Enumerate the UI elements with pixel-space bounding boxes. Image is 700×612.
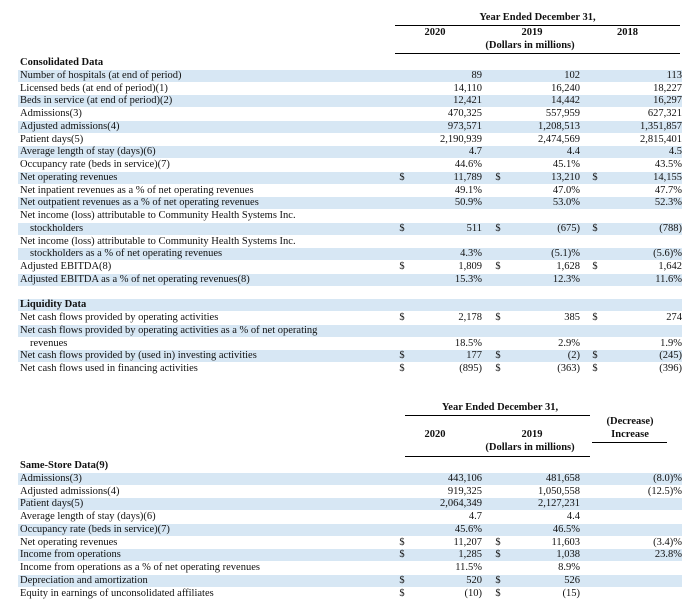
cell-value: 4.7 (468, 146, 482, 158)
cell-value: 2,064,349 (440, 498, 482, 510)
cell-value: 443,106 (447, 472, 482, 484)
cell-value: 4.5 (668, 146, 682, 158)
cell-value: 919,325 (447, 485, 482, 497)
row-label: Licensed beds (at end of period)(1) (20, 82, 168, 94)
cell-value: 385 (564, 312, 580, 323)
table1-group-rule (395, 25, 680, 26)
currency-symbol: $ (495, 222, 501, 234)
row-label: Adjusted EBITDA as a % of net operating revenues(8) (20, 273, 250, 285)
table1-row (18, 312, 682, 324)
cell-value: (396) (659, 363, 682, 374)
cell-value: 11.5% (455, 562, 482, 573)
table1-row (18, 185, 682, 197)
row-label: Patient days(5) (20, 133, 84, 145)
table1-row (18, 83, 682, 95)
cell-value: 52.3% (654, 197, 682, 209)
cell-value: 2,190,939 (440, 133, 482, 145)
table1-row (18, 261, 682, 273)
cell-value: 113 (666, 69, 682, 81)
cell-value: 4.4 (566, 511, 580, 522)
row-label: revenues (30, 337, 68, 349)
row-label: Equity in earnings of unconsolidated affiliates (20, 587, 214, 599)
cell-value: 11.6% (655, 273, 682, 285)
table1-row (18, 236, 682, 248)
cell-value: 14,442 (551, 95, 580, 107)
cell-value: 43.5% (654, 159, 682, 170)
row-label: Same-Store Data(9) (20, 460, 109, 471)
cell-value: 2,815,401 (640, 133, 682, 145)
table1-row (18, 121, 682, 133)
table1-row (18, 146, 682, 158)
row-label: Adjusted admissions(4) (20, 485, 120, 497)
table2-row (18, 549, 682, 561)
currency-symbol: $ (592, 363, 598, 374)
currency-symbol: $ (495, 261, 501, 272)
row-label: Average length of stay (days)(6) (20, 511, 156, 522)
row-label: Number of hospitals (at end of period) (20, 69, 182, 81)
currency-symbol: $ (495, 536, 501, 548)
cell-value: 2.9% (558, 337, 580, 349)
row-label: Net income (loss) attributable to Community Health Systems Inc. (20, 210, 296, 221)
cell-value: (12.5)% (647, 485, 682, 497)
row-label: Net cash flows provided by (used in) investing activities (20, 350, 257, 362)
currency-symbol: $ (495, 312, 501, 323)
table1-row (18, 159, 682, 171)
table1-col-2020: 2020 (424, 27, 446, 38)
row-label: Net cash flows provided by operating activities as a % of net operating (20, 324, 318, 336)
cell-value: 50.9% (454, 197, 482, 209)
cell-value: 16,297 (653, 95, 682, 107)
currency-symbol: $ (592, 350, 598, 362)
cell-value: 4.7 (468, 511, 482, 522)
cell-value: 23.8% (654, 549, 682, 561)
cell-value: 49.1% (454, 184, 482, 196)
table1-units: (Dollars in millions) (485, 40, 575, 51)
cell-value: 511 (466, 222, 482, 234)
currency-symbol: $ (495, 574, 501, 586)
currency-symbol: $ (592, 171, 598, 183)
table2-row (18, 460, 682, 472)
cell-value: (8.0)% (653, 472, 682, 484)
row-label: Consolidated Data (20, 57, 104, 68)
cell-value: 526 (564, 574, 580, 586)
currency-symbol: $ (495, 350, 501, 362)
currency-symbol: $ (592, 222, 598, 234)
table1-header-rule (395, 53, 680, 54)
table1-row (18, 274, 682, 286)
currency-symbol: $ (592, 261, 598, 272)
cell-value: (5.6)% (653, 248, 682, 260)
table1-row (18, 299, 682, 311)
cell-value: 46.5% (552, 523, 580, 535)
cell-value: 1,038 (556, 549, 580, 561)
cell-value: 520 (466, 574, 482, 586)
row-label: Net operating revenues (20, 171, 118, 183)
currency-symbol: $ (399, 261, 405, 272)
cell-value: 14,110 (453, 82, 482, 94)
table2-row (18, 511, 682, 523)
row-label: Admissions(3) (20, 108, 82, 119)
cell-value: 45.6% (454, 523, 482, 535)
table2-row (18, 562, 682, 574)
cell-value: 12,421 (453, 95, 482, 107)
cell-value: (245) (659, 350, 682, 362)
table1-row (18, 248, 682, 260)
row-label: Admissions(3) (20, 472, 82, 484)
cell-value: 1,642 (658, 261, 682, 272)
cell-value: 47.0% (552, 184, 580, 196)
table2-col-2020: 2020 (424, 429, 446, 440)
table2-row (18, 524, 682, 536)
cell-value: 2,178 (458, 312, 482, 323)
table1-row (18, 95, 682, 107)
cell-value: (3.4)% (653, 536, 682, 548)
cell-value: 2,474,569 (538, 133, 580, 145)
table1-row (18, 223, 682, 235)
cell-value: (363) (557, 363, 580, 374)
cell-value: 8.9% (558, 562, 580, 573)
cell-value: 14,155 (653, 171, 682, 183)
row-label: Net cash flows used in financing activities (20, 363, 198, 374)
cell-value: 1,285 (458, 549, 482, 561)
table1-group-header: Year Ended December 31, (479, 12, 596, 23)
cell-value: 1.9% (660, 337, 682, 349)
cell-value: 53.0% (552, 197, 580, 209)
row-label: Patient days(5) (20, 498, 84, 510)
cell-value: 973,571 (447, 120, 482, 132)
cell-value: 18,227 (653, 82, 682, 94)
cell-value: 1,208,513 (538, 120, 580, 132)
table2-row (18, 588, 682, 600)
table2-units: (Dollars in millions) (485, 442, 575, 453)
cell-value: 44.6% (454, 159, 482, 170)
cell-value: 11,207 (453, 536, 482, 548)
cell-value: 11,603 (551, 536, 580, 548)
currency-symbol: $ (399, 171, 405, 183)
cell-value: 89 (471, 69, 482, 81)
currency-symbol: $ (399, 549, 405, 561)
row-label: Liquidity Data (20, 299, 87, 311)
currency-symbol: $ (399, 350, 405, 362)
cell-value: 13,210 (551, 171, 580, 183)
currency-symbol: $ (399, 587, 405, 599)
cell-value: 1,351,857 (640, 120, 682, 132)
cell-value: (675) (557, 222, 580, 234)
row-label: Net inpatient revenues as a % of net operating revenues (20, 184, 254, 196)
cell-value: 1,050,558 (538, 485, 580, 497)
cell-value: 102 (564, 69, 580, 81)
cell-value: 557,959 (545, 108, 580, 119)
row-label: Occupancy rate (beds in service)(7) (20, 159, 170, 170)
cell-value: 1,809 (458, 261, 482, 272)
currency-symbol: $ (592, 312, 598, 323)
row-label: Average length of stay (days)(6) (20, 146, 156, 158)
cell-value: (10) (464, 587, 482, 599)
table1-col-2018: 2018 (617, 27, 638, 38)
table1-row (18, 210, 682, 222)
table1-row (18, 325, 682, 337)
cell-value: 274 (666, 312, 682, 323)
currency-symbol: $ (399, 574, 405, 586)
table2-change-header-line1: (Decrease) (606, 416, 654, 427)
cell-value: 4.3% (460, 248, 482, 260)
table2-change-rule (592, 442, 667, 443)
cell-value: (895) (459, 363, 482, 374)
table2-change-header-line2: Increase (611, 429, 649, 440)
row-label: stockholders (30, 222, 84, 234)
table2-row (18, 575, 682, 587)
cell-value: (5.1)% (551, 248, 580, 260)
table1-row (18, 134, 682, 146)
cell-value: 45.1% (552, 159, 580, 170)
cell-value: 16,240 (551, 82, 580, 94)
row-label: Net cash flows provided by operating activities (20, 312, 219, 323)
table2-row (18, 473, 682, 485)
currency-symbol: $ (399, 222, 405, 234)
cell-value: 627,321 (647, 108, 682, 119)
table1-row (18, 108, 682, 120)
cell-value: 12.3% (552, 273, 580, 285)
table1-row (18, 197, 682, 209)
cell-value: 18.5% (454, 337, 482, 349)
cell-value: 15.3% (454, 273, 482, 285)
currency-symbol: $ (399, 536, 405, 548)
row-label: Net income (loss) attributable to Community Health Systems Inc. (20, 235, 296, 247)
cell-value: 2,127,231 (538, 498, 580, 510)
table2-row (18, 537, 682, 549)
table1-row (18, 287, 682, 299)
cell-value: 1,628 (556, 261, 580, 272)
row-label: Beds in service (at end of period)(2) (20, 95, 173, 107)
currency-symbol: $ (495, 363, 501, 374)
cell-value: 47.7% (654, 184, 682, 196)
currency-symbol: $ (495, 549, 501, 561)
table1-col-2019: 2019 (521, 27, 543, 38)
row-label: Depreciation and amortization (20, 574, 148, 586)
row-label: Adjusted admissions(4) (20, 120, 120, 132)
currency-symbol: $ (495, 587, 501, 599)
cell-value: 177 (466, 350, 482, 362)
currency-symbol: $ (495, 171, 501, 183)
cell-value: 4.4 (566, 146, 580, 158)
row-label: stockholders as a % of net operating revenues (30, 248, 223, 260)
cell-value: 470,325 (447, 108, 482, 119)
currency-symbol: $ (399, 363, 405, 374)
table1-row (18, 350, 682, 362)
cell-value: (2) (567, 350, 580, 362)
table2-row (18, 498, 682, 510)
table2-group-header: Year Ended December 31, (441, 402, 559, 413)
table2-row (18, 486, 682, 498)
table2-group-rule (405, 415, 590, 416)
table1-row (18, 57, 682, 69)
cell-value: (15) (562, 587, 580, 599)
table1-row (18, 172, 682, 184)
row-label: Adjusted EBITDA(8) (20, 261, 112, 272)
row-label: Income from operations as a % of net operating revenues (20, 562, 260, 573)
cell-value: (788) (659, 222, 682, 234)
row-label: Net outpatient revenues as a % of net operating revenues (20, 197, 259, 209)
cell-value: 11,789 (453, 171, 482, 183)
table1-row (18, 363, 682, 375)
row-label: Income from operations (20, 549, 121, 561)
currency-symbol: $ (399, 312, 405, 323)
cell-value: 481,658 (545, 472, 580, 484)
table2-col-2019: 2019 (521, 429, 543, 440)
row-label: Occupancy rate (beds in service)(7) (20, 523, 170, 535)
table1-row (18, 70, 682, 82)
row-label: Net operating revenues (20, 536, 118, 548)
table1-row (18, 338, 682, 350)
table2-header-rule (405, 456, 590, 457)
